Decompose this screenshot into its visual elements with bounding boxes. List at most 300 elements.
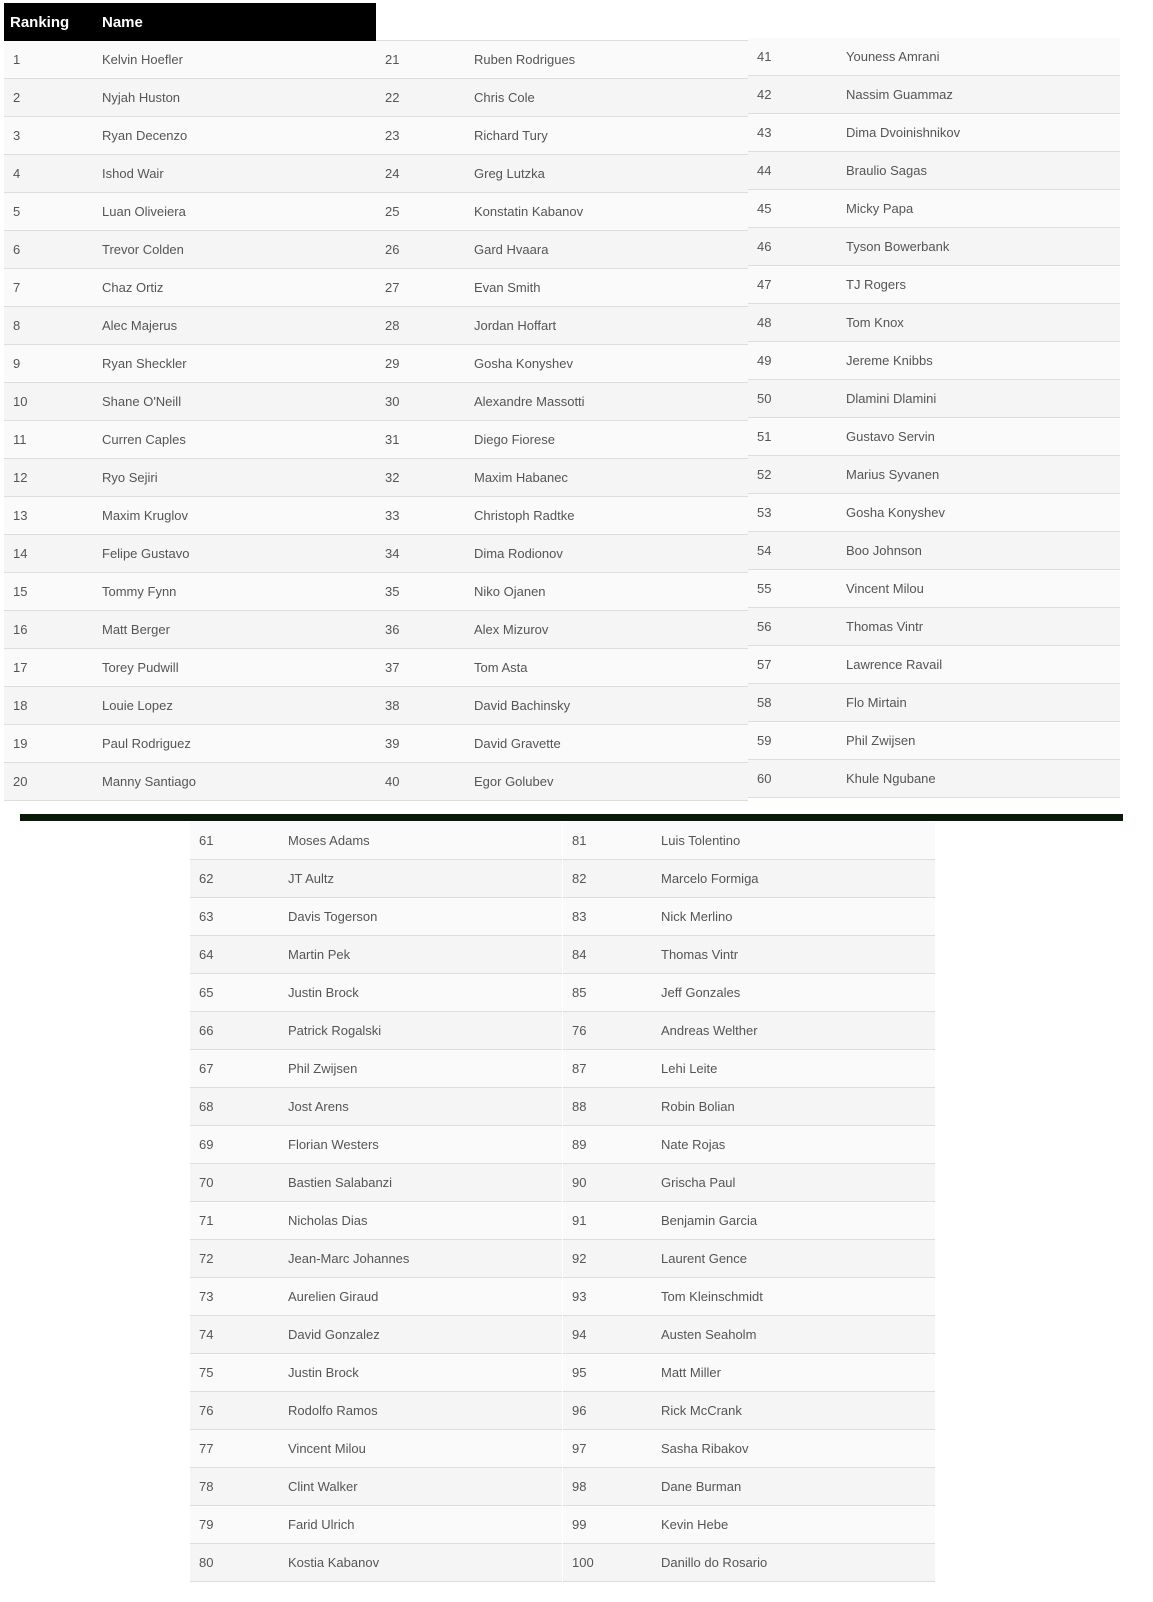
name-cell: Moses Adams	[288, 833, 370, 848]
name-cell: Bastien Salabanzi	[288, 1175, 393, 1190]
rank-cell: 47	[757, 277, 772, 292]
table-row	[748, 76, 1120, 114]
rank-cell: 87	[572, 1061, 587, 1076]
name-cell: Matt Berger	[102, 622, 170, 637]
table-header	[4, 3, 376, 41]
rank-cell: 91	[572, 1213, 587, 1228]
name-cell: Matt Miller	[661, 1365, 721, 1380]
name-cell: Nick Merlino	[661, 909, 733, 924]
name-cell: Alec Majerus	[102, 318, 178, 333]
table-row	[190, 1430, 562, 1468]
rank-cell: 92	[572, 1251, 587, 1266]
rank-cell: 28	[385, 318, 400, 333]
name-cell: Konstatin Kabanov	[474, 204, 584, 219]
rank-cell: 18	[13, 698, 28, 713]
table-row	[190, 860, 562, 898]
rank-cell: 58	[757, 695, 772, 710]
table-row	[4, 41, 376, 79]
table-row	[376, 117, 748, 155]
rank-cell: 60	[757, 771, 772, 786]
table-row	[748, 646, 1120, 684]
rank-cell: 8	[13, 318, 21, 333]
rank-cell: 49	[757, 353, 772, 368]
name-cell: Boo Johnson	[846, 543, 922, 558]
name-cell: Evan Smith	[474, 280, 541, 295]
name-cell: Jereme Knibbs	[846, 353, 933, 368]
rank-cell: 83	[572, 909, 587, 924]
table-row	[190, 1506, 562, 1544]
rank-cell: 76	[199, 1403, 214, 1418]
rank-cell: 65	[199, 985, 214, 1000]
name-cell: Felipe Gustavo	[102, 546, 190, 561]
name-cell: Greg Lutzka	[474, 166, 545, 181]
rank-cell: 29	[385, 356, 400, 371]
rank-cell: 33	[385, 508, 400, 523]
rank-cell: 88	[572, 1099, 587, 1114]
table-row	[376, 763, 748, 801]
name-cell: Maxim Kruglov	[102, 508, 188, 523]
name-cell: Flo Mirtain	[846, 695, 907, 710]
table-row	[4, 421, 376, 459]
table-row	[4, 763, 376, 801]
table-row	[748, 380, 1120, 418]
header-ranking: Ranking	[10, 13, 70, 31]
name-cell: Manny Santiago	[102, 774, 196, 789]
table-row	[190, 1164, 562, 1202]
table-row	[190, 1240, 562, 1278]
name-cell: Phil Zwijsen	[288, 1061, 358, 1076]
table-row	[190, 1354, 562, 1392]
name-cell: Aurelien Giraud	[288, 1289, 379, 1304]
rank-cell: 35	[385, 584, 400, 599]
name-cell: Rodolfo Ramos	[288, 1403, 378, 1418]
name-cell: Dane Burman	[661, 1479, 742, 1494]
header-name: Name	[102, 13, 143, 31]
rank-cell: 41	[757, 49, 772, 64]
table-row	[190, 936, 562, 974]
rank-cell: 19	[13, 736, 28, 751]
name-cell: Grischa Paul	[661, 1175, 736, 1190]
rank-cell: 61	[199, 833, 214, 848]
rank-cell: 38	[385, 698, 400, 713]
table-row	[563, 1430, 935, 1468]
rank-cell: 20	[13, 774, 28, 789]
name-cell: David Gravette	[474, 736, 561, 751]
name-cell: Marius Syvanen	[846, 467, 940, 482]
rank-cell: 53	[757, 505, 772, 520]
table-row	[563, 1506, 935, 1544]
table-row	[190, 1012, 562, 1050]
name-cell: Sasha Ribakov	[661, 1441, 749, 1456]
name-cell: Tyson Bowerbank	[846, 239, 950, 254]
rank-cell: 7	[13, 280, 21, 295]
name-cell: Braulio Sagas	[846, 163, 927, 178]
section-divider	[20, 814, 1123, 821]
table-row	[4, 611, 376, 649]
name-cell: Chaz Ortiz	[102, 280, 164, 295]
table-row	[748, 570, 1120, 608]
table-row	[190, 1316, 562, 1354]
rank-cell: 44	[757, 163, 772, 178]
table-row	[748, 152, 1120, 190]
name-cell: Marcelo Formiga	[661, 871, 759, 886]
rank-cell: 66	[199, 1023, 214, 1038]
table-row	[563, 1354, 935, 1392]
name-cell: Paul Rodriguez	[102, 736, 191, 751]
table-row	[748, 190, 1120, 228]
ranking-table-2	[376, 40, 748, 801]
rank-cell: 72	[199, 1251, 214, 1266]
rank-cell: 26	[385, 242, 400, 257]
rank-cell: 54	[757, 543, 772, 558]
table-row	[4, 269, 376, 307]
name-cell: Luis Tolentino	[661, 833, 741, 848]
table-row	[376, 611, 748, 649]
name-cell: Dima Dvoinishnikov	[846, 125, 961, 140]
name-cell: Egor Golubev	[474, 774, 554, 789]
table-row	[563, 1544, 935, 1582]
table-row	[748, 494, 1120, 532]
name-cell: Luan Oliveiera	[102, 204, 186, 219]
name-cell: Khule Ngubane	[846, 771, 936, 786]
rank-cell: 55	[757, 581, 772, 596]
table-row	[748, 304, 1120, 342]
rank-cell: 50	[757, 391, 772, 406]
table-row	[563, 936, 935, 974]
rank-cell: 57	[757, 657, 772, 672]
table-row	[376, 725, 748, 763]
table-row	[748, 684, 1120, 722]
table-row	[190, 1126, 562, 1164]
rank-cell: 1	[13, 52, 21, 67]
name-cell: Christoph Radtke	[474, 508, 575, 523]
table-row	[563, 1316, 935, 1354]
name-cell: Dlamini Dlamini	[846, 391, 937, 406]
rank-cell: 63	[199, 909, 214, 924]
table-row	[748, 228, 1120, 266]
table-row	[563, 1088, 935, 1126]
table-row	[376, 193, 748, 231]
rank-cell: 75	[199, 1365, 214, 1380]
name-cell: Kostia Kabanov	[288, 1555, 380, 1570]
rank-cell: 13	[13, 508, 28, 523]
table-row	[4, 649, 376, 687]
table-row	[190, 1468, 562, 1506]
name-cell: Robin Bolian	[661, 1099, 735, 1114]
rank-cell: 74	[199, 1327, 214, 1342]
table-row	[4, 193, 376, 231]
name-cell: Nicholas Dias	[288, 1213, 368, 1228]
name-cell: Nate Rojas	[661, 1137, 726, 1152]
rank-cell: 10	[13, 394, 28, 409]
rank-cell: 64	[199, 947, 214, 962]
name-cell: Tom Knox	[846, 315, 904, 330]
rank-cell: 62	[199, 871, 214, 886]
rank-cell: 23	[385, 128, 400, 143]
name-cell: Curren Caples	[102, 432, 186, 447]
table-row	[376, 459, 748, 497]
name-cell: Kelvin Hoefler	[102, 52, 183, 67]
name-cell: Kevin Hebe	[661, 1517, 729, 1532]
rank-cell: 93	[572, 1289, 587, 1304]
rank-cell: 98	[572, 1479, 587, 1494]
rank-cell: 68	[199, 1099, 214, 1114]
rank-cell: 36	[385, 622, 400, 637]
name-cell: Gosha Konyshev	[846, 505, 946, 520]
rank-cell: 15	[13, 584, 28, 599]
table-row	[190, 974, 562, 1012]
name-cell: Gard Hvaara	[474, 242, 549, 257]
name-cell: Gosha Konyshev	[474, 356, 574, 371]
table-row	[563, 1278, 935, 1316]
name-cell: Laurent Gence	[661, 1251, 748, 1266]
table-row	[4, 725, 376, 763]
name-cell: Justin Brock	[288, 985, 359, 1000]
name-cell: Dima Rodionov	[474, 546, 563, 561]
name-cell: Tommy Fynn	[102, 584, 177, 599]
name-cell: Alex Mizurov	[474, 622, 549, 637]
table-row	[376, 345, 748, 383]
name-cell: Torey Pudwill	[102, 660, 179, 675]
rank-cell: 3	[13, 128, 21, 143]
rank-cell: 32	[385, 470, 400, 485]
name-cell: TJ Rogers	[846, 277, 906, 292]
table-row	[376, 41, 748, 79]
name-cell: Vincent Milou	[846, 581, 924, 596]
table-row	[748, 114, 1120, 152]
table-row	[376, 649, 748, 687]
name-cell: Youness Amrani	[846, 49, 940, 64]
rank-cell: 25	[385, 204, 400, 219]
name-cell: Vincent Milou	[288, 1441, 366, 1456]
rank-cell: 45	[757, 201, 772, 216]
name-cell: Alexandre Massotti	[474, 394, 585, 409]
rank-cell: 51	[757, 429, 772, 444]
table-row	[563, 860, 935, 898]
rank-cell: 37	[385, 660, 400, 675]
rank-cell: 69	[199, 1137, 214, 1152]
table-row	[563, 1240, 935, 1278]
rank-cell: 4	[13, 166, 21, 181]
table-row	[4, 573, 376, 611]
table-row	[563, 1012, 935, 1050]
ranking-table-4	[190, 822, 562, 1582]
ranking-table-5	[563, 822, 935, 1582]
table-row	[376, 307, 748, 345]
name-cell: Davis Togerson	[288, 909, 378, 924]
rank-cell: 100	[572, 1555, 594, 1570]
name-cell: Phil Zwijsen	[846, 733, 916, 748]
rank-cell: 89	[572, 1137, 587, 1152]
name-cell: Patrick Rogalski	[288, 1023, 382, 1038]
name-cell: David Bachinsky	[474, 698, 571, 713]
rank-cell: 85	[572, 985, 587, 1000]
rank-cell: 70	[199, 1175, 214, 1190]
rank-cell: 97	[572, 1441, 587, 1456]
table-row	[4, 231, 376, 269]
name-cell: Austen Seaholm	[661, 1327, 757, 1342]
table-row	[190, 1392, 562, 1430]
table-row	[376, 155, 748, 193]
rank-cell: 78	[199, 1479, 214, 1494]
name-cell: Martin Pek	[288, 947, 351, 962]
table-row	[563, 1392, 935, 1430]
name-cell: Andreas Welther	[661, 1023, 758, 1038]
ranking-table-1	[4, 3, 376, 801]
name-cell: Clint Walker	[288, 1479, 358, 1494]
rank-cell: 16	[13, 622, 28, 637]
rank-cell: 81	[572, 833, 587, 848]
name-cell: Thomas Vintr	[661, 947, 739, 962]
rank-cell: 48	[757, 315, 772, 330]
name-cell: Jeff Gonzales	[661, 985, 741, 1000]
name-cell: Tom Kleinschmidt	[661, 1289, 763, 1304]
rank-cell: 5	[13, 204, 21, 219]
table-row	[376, 383, 748, 421]
table-row	[4, 155, 376, 193]
name-cell: Richard Tury	[474, 128, 548, 143]
rank-cell: 14	[13, 546, 28, 561]
table-row	[190, 1544, 562, 1582]
name-cell: Lawrence Ravail	[846, 657, 943, 672]
table-row	[4, 117, 376, 155]
rank-cell: 77	[199, 1441, 214, 1456]
name-cell: Danillo do Rosario	[661, 1555, 768, 1570]
rank-cell: 6	[13, 242, 21, 257]
rank-cell: 82	[572, 871, 587, 886]
name-cell: Ryo Sejiri	[102, 470, 158, 485]
table-row	[748, 608, 1120, 646]
rank-cell: 76	[572, 1023, 587, 1038]
table-row	[376, 269, 748, 307]
table-row	[748, 760, 1120, 798]
name-cell: Benjamin Garcia	[661, 1213, 758, 1228]
name-cell: Farid Ulrich	[288, 1517, 355, 1532]
rank-cell: 17	[13, 660, 28, 675]
name-cell: Louie Lopez	[102, 698, 173, 713]
name-cell: Ruben Rodrigues	[474, 52, 576, 67]
name-cell: Maxim Habanec	[474, 470, 568, 485]
table-row	[4, 383, 376, 421]
rank-cell: 11	[13, 432, 27, 447]
table-row	[4, 307, 376, 345]
table-row	[748, 342, 1120, 380]
rank-cell: 67	[199, 1061, 214, 1076]
table-row	[4, 687, 376, 725]
rank-cell: 90	[572, 1175, 587, 1190]
rank-cell: 9	[13, 356, 21, 371]
rank-cell: 79	[199, 1517, 214, 1532]
table-row	[376, 421, 748, 459]
rank-cell: 2	[13, 90, 21, 105]
rank-cell: 95	[572, 1365, 587, 1380]
table-row	[563, 1126, 935, 1164]
name-cell: Gustavo Servin	[846, 429, 935, 444]
table-row	[748, 532, 1120, 570]
table-row	[4, 459, 376, 497]
table-row	[563, 898, 935, 936]
name-cell: Micky Papa	[846, 201, 914, 216]
rank-cell: 31	[385, 432, 400, 447]
rank-cell: 24	[385, 166, 400, 181]
table-row	[190, 1202, 562, 1240]
name-cell: Diego Fiorese	[474, 432, 555, 447]
name-cell: Rick McCrank	[661, 1403, 742, 1418]
name-cell: Trevor Colden	[102, 242, 184, 257]
name-cell: Jordan Hoffart	[474, 318, 557, 333]
table-row	[4, 535, 376, 573]
rank-cell: 30	[385, 394, 400, 409]
name-cell: Ryan Sheckler	[102, 356, 187, 371]
name-cell: JT Aultz	[288, 871, 335, 886]
name-cell: Jean-Marc Johannes	[288, 1251, 410, 1266]
table-row	[376, 79, 748, 117]
name-cell: Chris Cole	[474, 90, 535, 105]
table-row	[190, 822, 562, 860]
table-row	[4, 345, 376, 383]
rank-cell: 73	[199, 1289, 214, 1304]
table-row	[376, 497, 748, 535]
rank-cell: 27	[385, 280, 400, 295]
table-row	[563, 1202, 935, 1240]
table-row	[563, 822, 935, 860]
name-cell: Ishod Wair	[102, 166, 164, 181]
table-row	[190, 1278, 562, 1316]
rank-cell: 56	[757, 619, 772, 634]
table-row	[748, 722, 1120, 760]
rank-cell: 12	[13, 470, 28, 485]
table-row	[563, 1050, 935, 1088]
table-row	[563, 1468, 935, 1506]
rank-cell: 46	[757, 239, 772, 254]
table-row	[376, 573, 748, 611]
table-row	[563, 974, 935, 1012]
table-row	[190, 1088, 562, 1126]
table-row	[748, 418, 1120, 456]
rank-cell: 80	[199, 1555, 214, 1570]
name-cell: David Gonzalez	[288, 1327, 380, 1342]
table-row	[748, 38, 1120, 76]
table-row	[190, 898, 562, 936]
rank-cell: 21	[385, 52, 400, 67]
table-row	[376, 687, 748, 725]
name-cell: Nyjah Huston	[102, 90, 181, 105]
ranking-table-3	[748, 38, 1120, 798]
table-row	[563, 1164, 935, 1202]
name-cell: Justin Brock	[288, 1365, 359, 1380]
rank-cell: 59	[757, 733, 772, 748]
rank-cell: 22	[385, 90, 400, 105]
table-row	[4, 79, 376, 117]
name-cell: Shane O'Neill	[102, 394, 182, 409]
rank-cell: 99	[572, 1517, 587, 1532]
name-cell: Ryan Decenzo	[102, 128, 188, 143]
name-cell: Niko Ojanen	[474, 584, 546, 599]
name-cell: Thomas Vintr	[846, 619, 924, 634]
rank-cell: 40	[385, 774, 400, 789]
rank-cell: 43	[757, 125, 772, 140]
table-row	[376, 535, 748, 573]
rank-cell: 84	[572, 947, 587, 962]
rank-cell: 96	[572, 1403, 587, 1418]
table-row	[190, 1050, 562, 1088]
rank-cell: 52	[757, 467, 772, 482]
rank-cell: 71	[199, 1213, 214, 1228]
name-cell: Florian Westers	[288, 1137, 379, 1152]
table-row	[4, 497, 376, 535]
name-cell: Jost Arens	[288, 1099, 349, 1114]
rank-cell: 39	[385, 736, 400, 751]
